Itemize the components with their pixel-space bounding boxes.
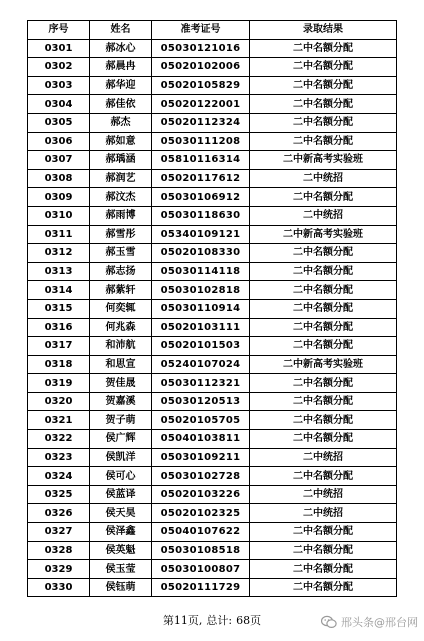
cell-exam-id: 05020111729 (152, 578, 250, 597)
cell-serial: 0313 (28, 262, 90, 281)
table-row (28, 337, 397, 356)
cell-exam-id: 05030120513 (152, 392, 250, 411)
cell-result: 二中统招 (250, 504, 397, 523)
cell-result: 二中名额分配 (250, 337, 397, 356)
cell-exam-id: 05030121016 (152, 39, 250, 58)
cell-result: 二中新高考实验班 (250, 151, 397, 170)
cell-serial: 0323 (28, 448, 90, 467)
cell-exam-id: 05020105829 (152, 76, 250, 95)
cell-name: 何兆森 (90, 318, 152, 337)
cell-result: 二中名额分配 (250, 541, 397, 560)
table-row (28, 169, 397, 188)
cell-serial: 0328 (28, 541, 90, 560)
table-row (28, 578, 397, 597)
cell-serial: 0319 (28, 374, 90, 393)
cell-name: 贺嘉溪 (90, 392, 152, 411)
cell-result: 二中名额分配 (250, 39, 397, 58)
cell-serial: 0330 (28, 578, 90, 597)
cell-serial: 0306 (28, 132, 90, 151)
cell-exam-id: 05030108518 (152, 541, 250, 560)
table-row (28, 244, 397, 263)
table-row (28, 58, 397, 77)
cell-result: 二中统招 (250, 206, 397, 225)
cell-serial: 0310 (28, 206, 90, 225)
cell-name: 和思宣 (90, 355, 152, 374)
cell-result: 二中名额分配 (250, 318, 397, 337)
table-row (28, 392, 397, 411)
total-pages: 68页 (236, 614, 262, 627)
cell-exam-id: 05030102728 (152, 467, 250, 486)
cell-exam-id: 05040103811 (152, 430, 250, 449)
cell-name: 侯天昊 (90, 504, 152, 523)
cell-serial: 0315 (28, 299, 90, 318)
cell-serial: 0318 (28, 355, 90, 374)
table-row (28, 76, 397, 95)
table-row (28, 188, 397, 207)
header-exam-id: 准考证号 (152, 21, 250, 40)
cell-name: 郝雨博 (90, 206, 152, 225)
cell-serial: 0302 (28, 58, 90, 77)
cell-name: 郝润艺 (90, 169, 152, 188)
cell-result: 二中名额分配 (250, 95, 397, 114)
cell-name: 侯可心 (90, 467, 152, 486)
cell-exam-id: 05030110914 (152, 299, 250, 318)
table-row (28, 318, 397, 337)
table-row (28, 151, 397, 170)
table-row (28, 430, 397, 449)
header-name: 姓名 (90, 21, 152, 40)
total-label: 总计: (206, 614, 233, 627)
cell-result: 二中名额分配 (250, 430, 397, 449)
cell-exam-id: 05020101503 (152, 337, 250, 356)
table-row (28, 206, 397, 225)
cell-name: 郝志扬 (90, 262, 152, 281)
cell-serial: 0324 (28, 467, 90, 486)
cell-name: 侯泽鑫 (90, 523, 152, 542)
cell-exam-id: 05020122001 (152, 95, 250, 114)
table-row (28, 281, 397, 300)
cell-result: 二中名额分配 (250, 560, 397, 579)
cell-exam-id: 05030114118 (152, 262, 250, 281)
cell-result: 二中名额分配 (250, 58, 397, 77)
cell-serial: 0304 (28, 95, 90, 114)
cell-result: 二中名额分配 (250, 374, 397, 393)
table-row (28, 448, 397, 467)
cell-result: 二中新高考实验班 (250, 355, 397, 374)
table-row (28, 467, 397, 486)
cell-name: 侯钰萌 (90, 578, 152, 597)
cell-result: 二中名额分配 (250, 411, 397, 430)
header-serial: 序号 (28, 21, 90, 40)
cell-name: 侯玉莹 (90, 560, 152, 579)
cell-serial: 0308 (28, 169, 90, 188)
table-row (28, 262, 397, 281)
cell-name: 侯蓝译 (90, 485, 152, 504)
cell-exam-id: 05810116314 (152, 151, 250, 170)
table-row (28, 95, 397, 114)
cell-result: 二中新高考实验班 (250, 225, 397, 244)
cell-serial: 0311 (28, 225, 90, 244)
cell-serial: 0322 (28, 430, 90, 449)
cell-exam-id: 05020108330 (152, 244, 250, 263)
header-row (28, 21, 397, 40)
cell-result: 二中名额分配 (250, 523, 397, 542)
cell-serial: 0325 (28, 485, 90, 504)
page-number: 第11页, (162, 614, 203, 627)
cell-exam-id: 05020102325 (152, 504, 250, 523)
table-row (28, 225, 397, 244)
cell-name: 郝晨冉 (90, 58, 152, 77)
cell-result: 二中统招 (250, 448, 397, 467)
wechat-icon (321, 615, 337, 629)
cell-exam-id: 05020117612 (152, 169, 250, 188)
table-row (28, 523, 397, 542)
cell-serial: 0301 (28, 39, 90, 58)
cell-result: 二中名额分配 (250, 392, 397, 411)
cell-result: 二中名额分配 (250, 132, 397, 151)
cell-exam-id: 05030109211 (152, 448, 250, 467)
cell-exam-id: 05240107024 (152, 355, 250, 374)
cell-exam-id: 05030118630 (152, 206, 250, 225)
cell-serial: 0303 (28, 76, 90, 95)
cell-serial: 0317 (28, 337, 90, 356)
table-row (28, 299, 397, 318)
cell-result: 二中名额分配 (250, 76, 397, 95)
table-row (28, 504, 397, 523)
cell-name: 侯凯洋 (90, 448, 152, 467)
table-row (28, 411, 397, 430)
cell-name: 贺佳晟 (90, 374, 152, 393)
cell-serial: 0314 (28, 281, 90, 300)
header-result: 录取结果 (250, 21, 397, 40)
cell-name: 和沛航 (90, 337, 152, 356)
cell-result: 二中统招 (250, 485, 397, 504)
table-row (28, 132, 397, 151)
table-row (28, 113, 397, 132)
table-row (28, 541, 397, 560)
cell-name: 郝杰 (90, 113, 152, 132)
cell-result: 二中名额分配 (250, 188, 397, 207)
watermark-text: 邢头条@邢台网 (341, 616, 418, 629)
cell-result: 二中名额分配 (250, 113, 397, 132)
table-row (28, 485, 397, 504)
cell-name: 何奕辄 (90, 299, 152, 318)
cell-name: 郝紫轩 (90, 281, 152, 300)
cell-name: 郝冰心 (90, 39, 152, 58)
cell-serial: 0320 (28, 392, 90, 411)
table-header (28, 21, 397, 40)
cell-name: 郝玉雪 (90, 244, 152, 263)
cell-serial: 0326 (28, 504, 90, 523)
cell-name: 郝佳依 (90, 95, 152, 114)
cell-result: 二中名额分配 (250, 467, 397, 486)
cell-name: 侯英魁 (90, 541, 152, 560)
cell-serial: 0327 (28, 523, 90, 542)
cell-name: 郝如意 (90, 132, 152, 151)
cell-result: 二中名额分配 (250, 244, 397, 263)
cell-serial: 0305 (28, 113, 90, 132)
cell-serial: 0329 (28, 560, 90, 579)
cell-serial: 0316 (28, 318, 90, 337)
cell-exam-id: 05040107622 (152, 523, 250, 542)
table-row (28, 355, 397, 374)
cell-serial: 0321 (28, 411, 90, 430)
cell-serial: 0307 (28, 151, 90, 170)
cell-result: 二中名额分配 (250, 262, 397, 281)
cell-serial: 0312 (28, 244, 90, 263)
cell-exam-id: 05030112321 (152, 374, 250, 393)
cell-result: 二中名额分配 (250, 299, 397, 318)
cell-name: 郝汶杰 (90, 188, 152, 207)
cell-exam-id: 05030102818 (152, 281, 250, 300)
cell-name: 贺子萌 (90, 411, 152, 430)
cell-serial: 0309 (28, 188, 90, 207)
cell-result: 二中名额分配 (250, 578, 397, 597)
cell-exam-id: 05020103111 (152, 318, 250, 337)
cell-name: 郝雪彤 (90, 225, 152, 244)
cell-exam-id: 05020105705 (152, 411, 250, 430)
table-row (28, 560, 397, 579)
cell-result: 二中名额分配 (250, 281, 397, 300)
cell-exam-id: 05020102006 (152, 58, 250, 77)
cell-name: 郝瑀涵 (90, 151, 152, 170)
table-row (28, 39, 397, 58)
cell-exam-id: 05030106912 (152, 188, 250, 207)
cell-name: 侯广辉 (90, 430, 152, 449)
cell-exam-id: 05030100807 (152, 560, 250, 579)
cell-exam-id: 05020112324 (152, 113, 250, 132)
table-row (28, 374, 397, 393)
cell-name: 郝华迎 (90, 76, 152, 95)
table-body (28, 39, 397, 597)
cell-exam-id: 05030111208 (152, 132, 250, 151)
admission-table (27, 20, 397, 597)
cell-result: 二中统招 (250, 169, 397, 188)
cell-exam-id: 05020103226 (152, 485, 250, 504)
cell-exam-id: 05340109121 (152, 225, 250, 244)
source-watermark (321, 614, 418, 630)
